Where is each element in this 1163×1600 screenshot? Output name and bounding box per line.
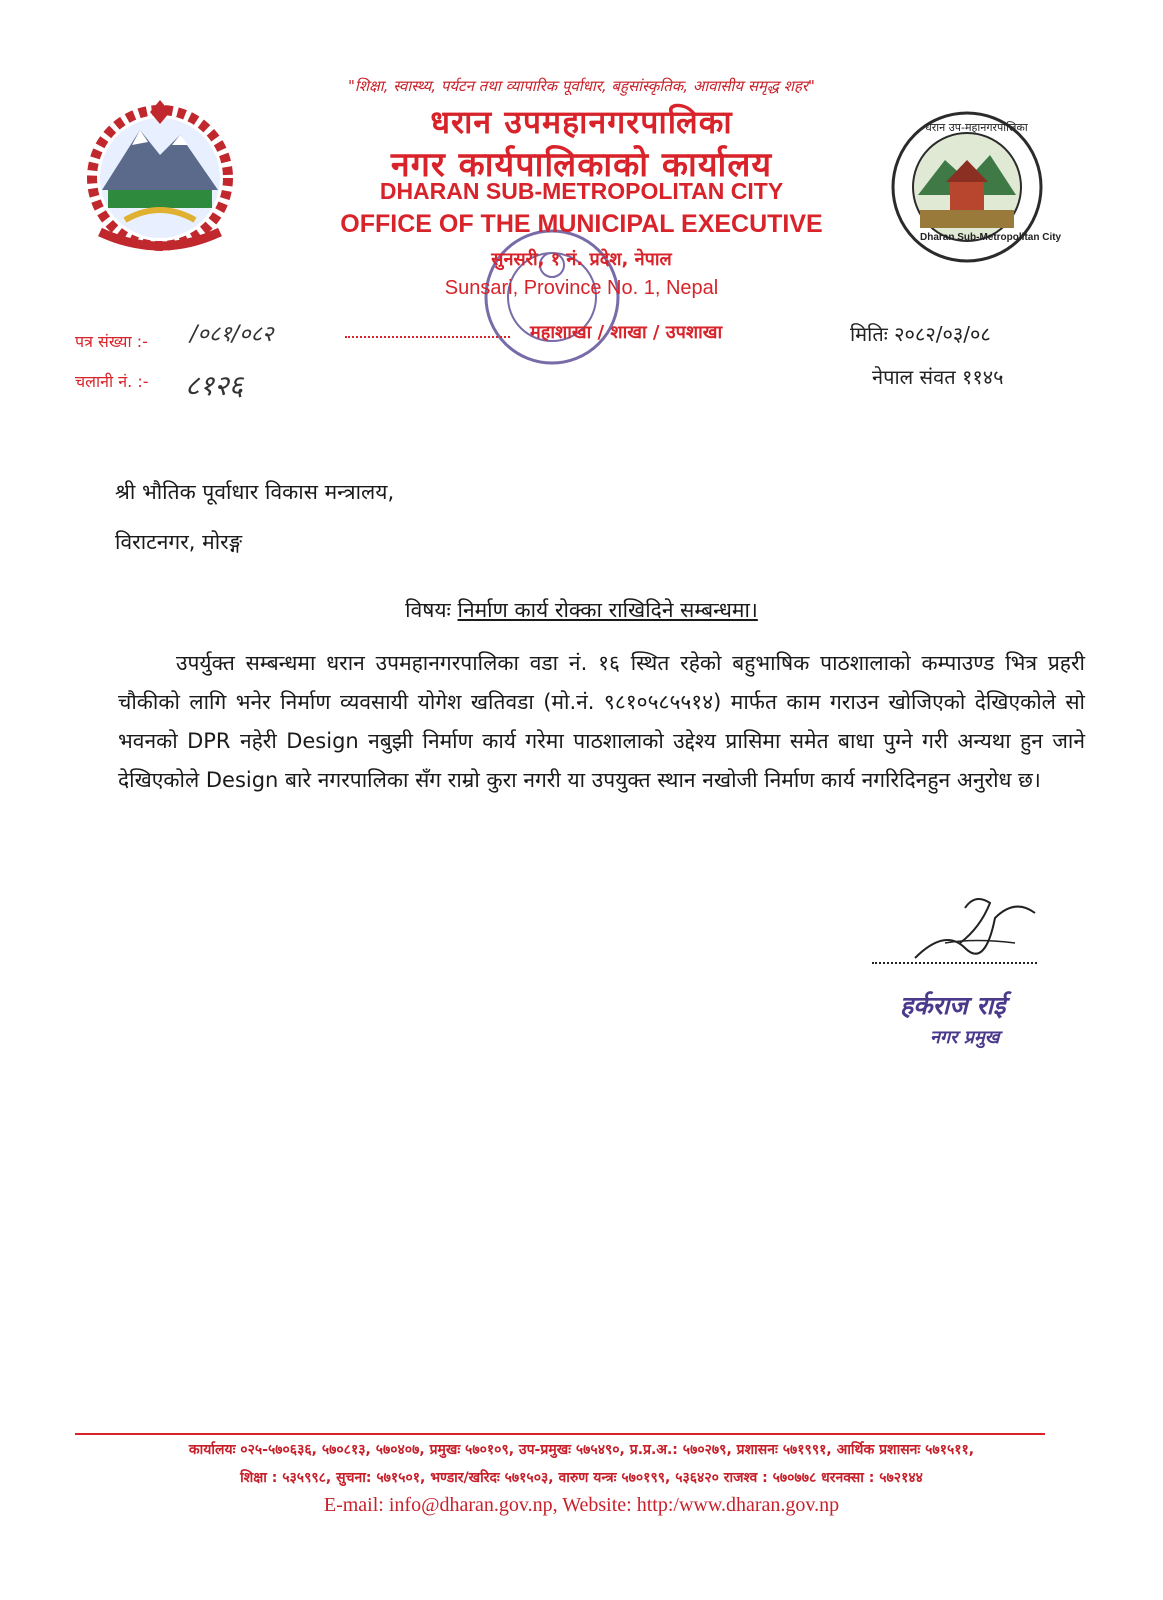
municipality-name-np: धरान उपमहानगरपालिका: [430, 103, 733, 141]
letter-number-label: पत्र संख्या :-: [75, 332, 148, 351]
footer-phone-line-1: कार्यालयः ०२५-५७०६३६, ५७०८१३, ५७०४०७, प्रमुखः ५७०१०९, उप-प्रमुखः ५७५४९०, प्र.प्र.अ.: ५७०२७९, प्रशासनः ५७१९९१, आर्थिक प्रशासनः ५७१५११,: [188, 1442, 975, 1458]
branch-label: महाशाखा / शाखा / उपशाखा: [530, 322, 723, 343]
subject-label: विषयः: [405, 598, 451, 622]
municipality-name-en: DHARAN SUB-METROPOLITAN CITY: [379, 178, 784, 204]
recipient-line-2: विराटनगर, मोरङ्ग: [115, 530, 243, 554]
signature-dotted-line: [872, 950, 1037, 964]
letter-body-paragraph: उपर्युक्त सम्बन्धमा धरान उपमहानगरपालिका वडा नं. १६ स्थित रहेको बहुभाषिक पाठशालाको कम्पाउण्ड भित्र प्रहरी चौकीको लागि भनेर निर्माण व्यवसायी योगेश खतिवडा (मो.नं. ९८१०५८५५१४) मार्फत काम गराउन खोजिएको देखिएकोले सो भवनको DPR नहेरी Design नबुझी निर्माण कार्य गरेमा पाठशालाको उद्देश्य प्रासिमा समेत बाधा पुग्ने गरी अन्यथा हुन जाने देखिएकोले Design बारे नगरपालिका सँग राम्रो कुरा नगरी या उपयुक्त स्थान नखोजी निर्माण कार्य नगरिदिनहुन अनुरोध छ।: [118, 651, 1085, 792]
nepal-samvat-year: नेपाल संवत ११४५: [872, 365, 1004, 389]
letter-date: मितिः २०८२/०३/०८: [850, 322, 991, 346]
subject-text: निर्माण कार्य रोक्का राखिदिने सम्बन्धमा।: [457, 598, 758, 622]
signatory-name: हर्कराज राई: [900, 991, 1006, 1020]
office-name-en: OFFICE OF THE MUNICIPAL EXECUTIVE: [340, 210, 823, 238]
footer-phone-line-2: शिक्षा : ५३५९९८, सुचना: ५७१५०१, भण्डार/खरिदः ५७१५०३, वारुण यन्त्रः ५७०१९९, ५३६४२० राजश्व : ५७०७७८ धरनक्सा : ५७२१४४: [240, 1470, 923, 1486]
branch-dotted-line: [345, 322, 510, 338]
letter-number-value: /०८१/०८२: [190, 322, 274, 347]
recipient-line-1: श्री भौतिक पूर्वाधार विकास मन्त्रालय,: [115, 480, 395, 504]
letterhead-tagline: "शिक्षा, स्वास्थ्य, पर्यटन तथा व्यापारिक पूर्वाधार, बहुसांस्कृतिक, आवासीय समृद्ध शहर": [348, 77, 815, 95]
seal-bottom-text: Dharan Sub-Metropolitan City: [920, 232, 1062, 243]
dispatch-number-value: ८१२६: [185, 369, 244, 402]
office-name-np: नगर कार्यपालिकाको कार्यालय: [390, 145, 773, 185]
dispatch-number-label: चलानी नं. :-: [75, 372, 149, 391]
seal-top-text: धरान उप-महानगरपालिका: [925, 121, 1028, 134]
subject-line: [0, 596, 1163, 624]
signatory-title: नगर प्रमुख: [930, 1027, 1000, 1048]
address-en: Sunsari, Province No. 1, Nepal: [444, 277, 719, 299]
footer-divider: [75, 1433, 1045, 1435]
address-np: सुनसरी, १ नं. प्रदेश, नेपाल: [491, 249, 672, 270]
footer-contact-line: E-mail: info@dharan.gov.np, Website: http:/www.dharan.gov.np: [323, 1494, 840, 1516]
